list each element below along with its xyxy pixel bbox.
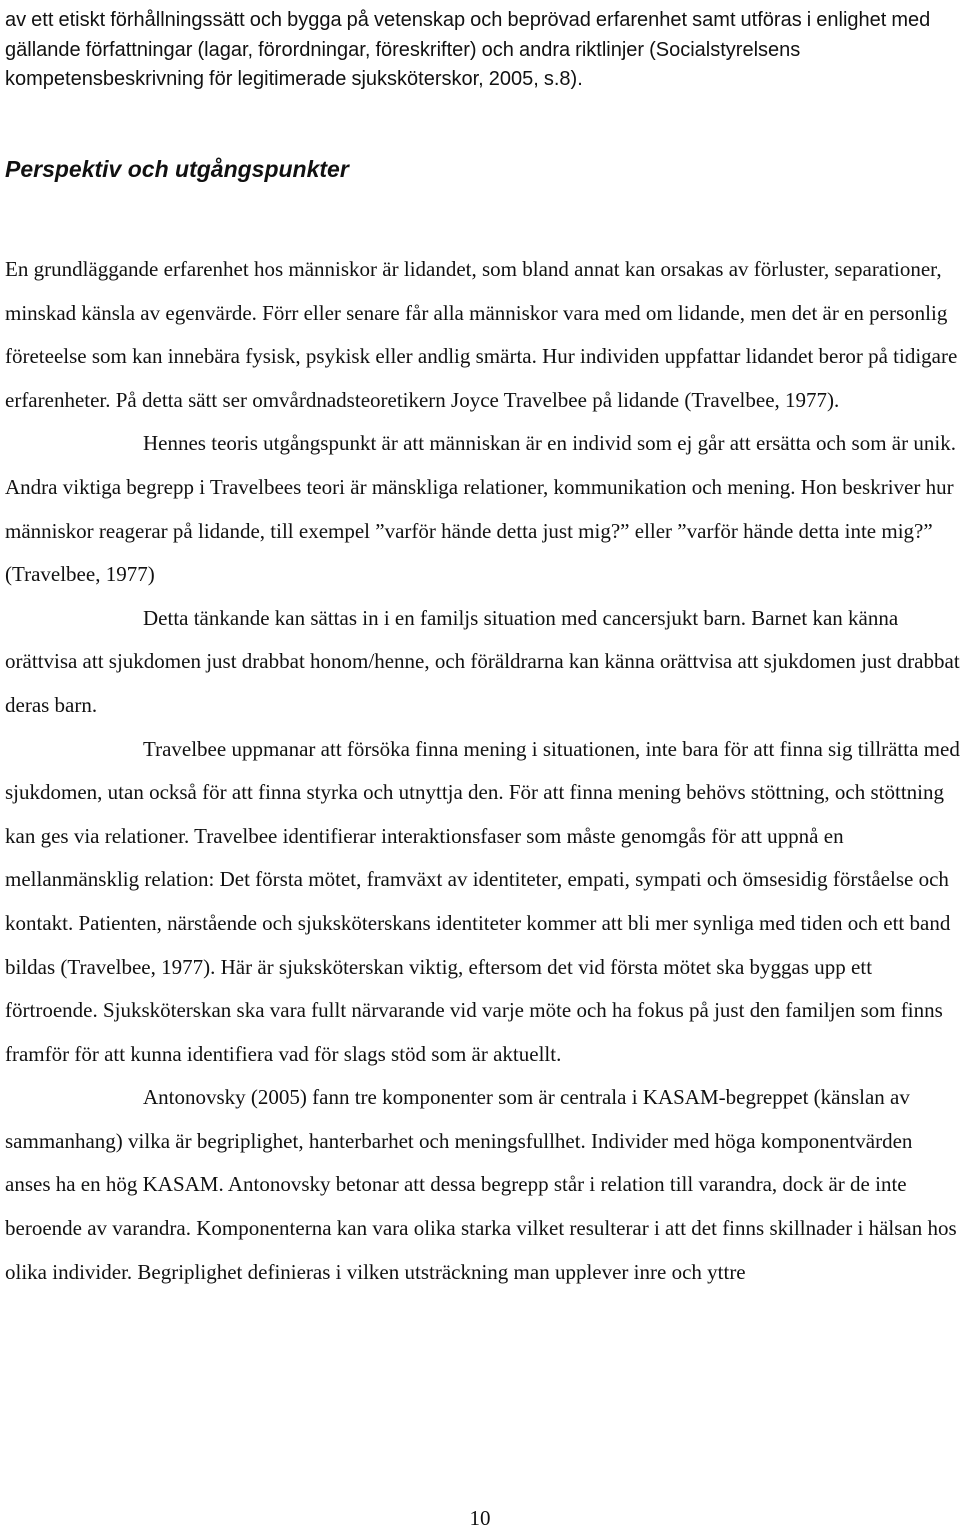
paragraph-theory: Hennes teoris utgångspunkt är att människan är en individ som ej går att ersätta och som är unik. Andra viktiga begrepp i Travelbees teori är mänskliga relationer, kommunikation och mening. Hon beskriver hur människor reagerar på lidande, till exempel ”varför hände detta just mig?” eller ”varför hände detta inte mig?” (Travelbee, 1977) bbox=[5, 431, 956, 587]
intro-paragraph: av ett etiskt förhållningssätt och bygga på vetenskap och beprövad erfarenhet samt utföras i enlighet med gällande författningar (lagar, förordningar, föreskrifter) och andra riktlinjer (Socialstyrelsens kompetensbeskrivning för legitimerade sjuksköterskor, 2005, s.8). bbox=[5, 9, 931, 90]
page-number: 10 bbox=[469, 1506, 491, 1530]
paragraph-suffering: En grundläggande erfarenhet hos människor är lidandet, som bland annat kan orsakas av förluster, separationer, minskad känsla av egenvärde. Förr eller senare får alla människor vara med om lidande, men det är en personlig företeelse som kan innebära fysisk, psykisk eller andlig smärta. Hur individen uppfattar lidandet beror på tidigare erfarenheter. På detta sätt ser omvårdnadsteoretikern Joyce Travelbee på lidande (Travelbee, 1977). bbox=[5, 257, 958, 412]
paragraph-meaning: Travelbee uppmanar att försöka finna mening i situationen, inte bara för att finna sig tillrätta med sjukdomen, utan också för att finna styrka och utnyttja den. För att finna mening behövs stöttning, och stöttning kan ges via relationer. Travelbee identifierar interaktionsfaser som måste genomgås för att uppnå en mellanmänsklig relation: Det första mötet, framväxt av identiteter, empati, sympati och ömsesidig förståelse och kontakt. Patienten, närstående och sjuksköterskans identiteter kommer att bli mer synliga med tiden och ett band bildas (Travelbee, 1977). Här är sjuksköterskan viktig, eftersom det vid första mötet ska byggas upp ett förtroende. Sjuksköterskan ska vara fullt närvarande vid varje möte och ha fokus på just den familjen som finns framför för att kunna identifiera vad för slags stöd som är aktuellt. bbox=[5, 736, 960, 1066]
paragraph-family: Detta tänkande kan sättas in i en familjs situation med cancersjukt barn. Barnet kan känna orättvisa att sjukdomen just drabbat honom/henne, och föräldrarna kan känna orättvisa att sjukdomen just drabbat deras barn. bbox=[5, 605, 960, 717]
section-heading: Perspektiv och utgångspunkter bbox=[5, 156, 349, 182]
body-text bbox=[5, 248, 960, 1294]
paragraph-kasam: Antonovsky (2005) fann tre komponenter som är centrala i KASAM-begreppet (känslan av sammanhang) vilka är begriplighet, hanterbarhet och meningsfullhet. Individer med höga komponentvärden anses ha en hög KASAM. Antonovsky betonar att dessa begrepp står i relation till varandra, dock är de inte beroende av varandra. Komponenterna kan vara olika starka vilket resulterar i att det finns skillnader i hälsan hos olika individer. Begriplighet definieras i vilken utsträckning man upplever inre och yttre bbox=[5, 1085, 957, 1284]
